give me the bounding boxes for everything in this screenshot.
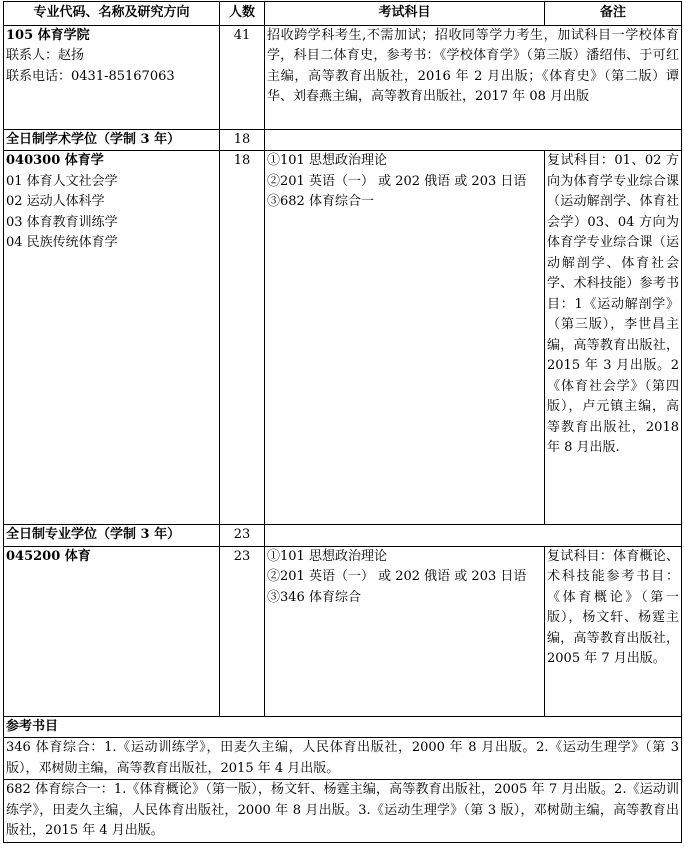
direction-item: 02 运动人体科学 [6, 194, 105, 209]
college-title: 105 体育学院 [6, 27, 90, 43]
header-count: 人数 [220, 2, 265, 26]
college-contact: 联系人：赵扬 [6, 48, 85, 63]
exam-item: ③346 体育综合 [267, 589, 361, 605]
exam-item: ①101 思想政治理论 [267, 153, 387, 168]
reference-682-row [4, 780, 682, 843]
program-040300-row [4, 151, 682, 525]
college-row [4, 25, 682, 129]
professional-section-row [4, 525, 682, 547]
table-header-row [4, 2, 682, 26]
header-major: 专业代码、名称及研究方向 [4, 2, 220, 26]
program-045200-title: 045200 体育 [6, 548, 91, 564]
program-040300-exams [265, 151, 545, 525]
direction-item: 04 民族传统体育学 [6, 235, 118, 250]
academic-section-title: 全日制学术学位（学制 3 年） [4, 129, 220, 151]
program-045200-exams [265, 546, 545, 716]
header-exam: 考试科目 [265, 2, 545, 26]
references-title-row [4, 716, 682, 738]
program-045200-row [4, 546, 682, 716]
professional-section-count: 23 [220, 525, 265, 547]
references-title: 参考书目 [4, 716, 682, 738]
header-remark: 备注 [545, 2, 682, 26]
exam-item: ①101 思想政治理论 [267, 548, 387, 564]
exam-item: ③682 体育综合一 [267, 194, 374, 209]
college-phone: 联系电话：0431-85167063 [6, 68, 175, 84]
exam-item: ②201 英语（一） 或 202 俄语 或 203 日语 [267, 173, 527, 189]
program-045200-count: 23 [220, 546, 265, 716]
academic-section-row [4, 129, 682, 151]
reference-346: 346 体育综合：1.《运动训练学》，田麦久主编，人民体育出版社，2000 年 8 月出版。2.《运动生理学》（第 3 版），邓树勋主编，高等教育出版社，2015 年 4 月出版。 [4, 738, 682, 780]
enrollment-table [3, 1, 682, 843]
college-info [4, 25, 220, 129]
professional-section-title: 全日制专业学位（学制 3 年） [4, 525, 220, 547]
direction-item: 03 体育教育训练学 [6, 214, 118, 230]
reference-346-row [4, 738, 682, 780]
program-040300-remark: 复试科目：01、02 方向为体育学专业综合课（运动解剖学、体育社会学）03、04 方向为体育学专业综合课（运动解剖学、体育社会学、术科技能）参考书目：1《运动解剖学》（第三版），李世昌主编，高等教育出版社，2015 年 3 月出版。2《体育社会学》（第四版），卢元镇主编，高等教育出版社，2018 年 8 月出版. [545, 151, 682, 525]
program-045200-remark: 复试科目：体育概论、术科技能参考书目：《体育概论》（第一版），杨文轩、杨霆主编，高等教育出版社，2005 年 7 月出版。 [545, 546, 682, 716]
program-040300-info [4, 151, 220, 525]
reference-682: 682 体育综合一：1.《体育概论》（第一版），杨文轩、杨霆主编，高等教育出版社，2005 年 7 月出版。2.《运动训练学》，田麦久主编，人民体育出版社，2000 年 8 月出版。3.《运动生理学》（第 3 版），邓树勋主编，高等教育出版社，2015 年 4 月出版。 [4, 780, 682, 843]
program-040300-title: 040300 体育学 [6, 153, 104, 168]
program-045200-info [4, 546, 220, 716]
exam-item: ②201 英语（一） 或 202 俄语 或 203 日语 [267, 569, 527, 584]
college-count: 41 [220, 25, 265, 129]
direction-item: 01 体育人文社会学 [6, 173, 118, 189]
program-040300-count: 18 [220, 151, 265, 525]
academic-section-count: 18 [220, 129, 265, 151]
college-note: 招收跨学科考生,不需加试；招收同等学力考生，加试科目一学校体育学，科目二体育史，参考书：《学校体育学》（第三版）潘绍伟、于可红主编，高等教育出版社，2016 年 2 月出版；《体育史》（第二版）谭华、刘春燕主编，高等教育出版社，2017 年 08 月出版 [265, 25, 682, 129]
